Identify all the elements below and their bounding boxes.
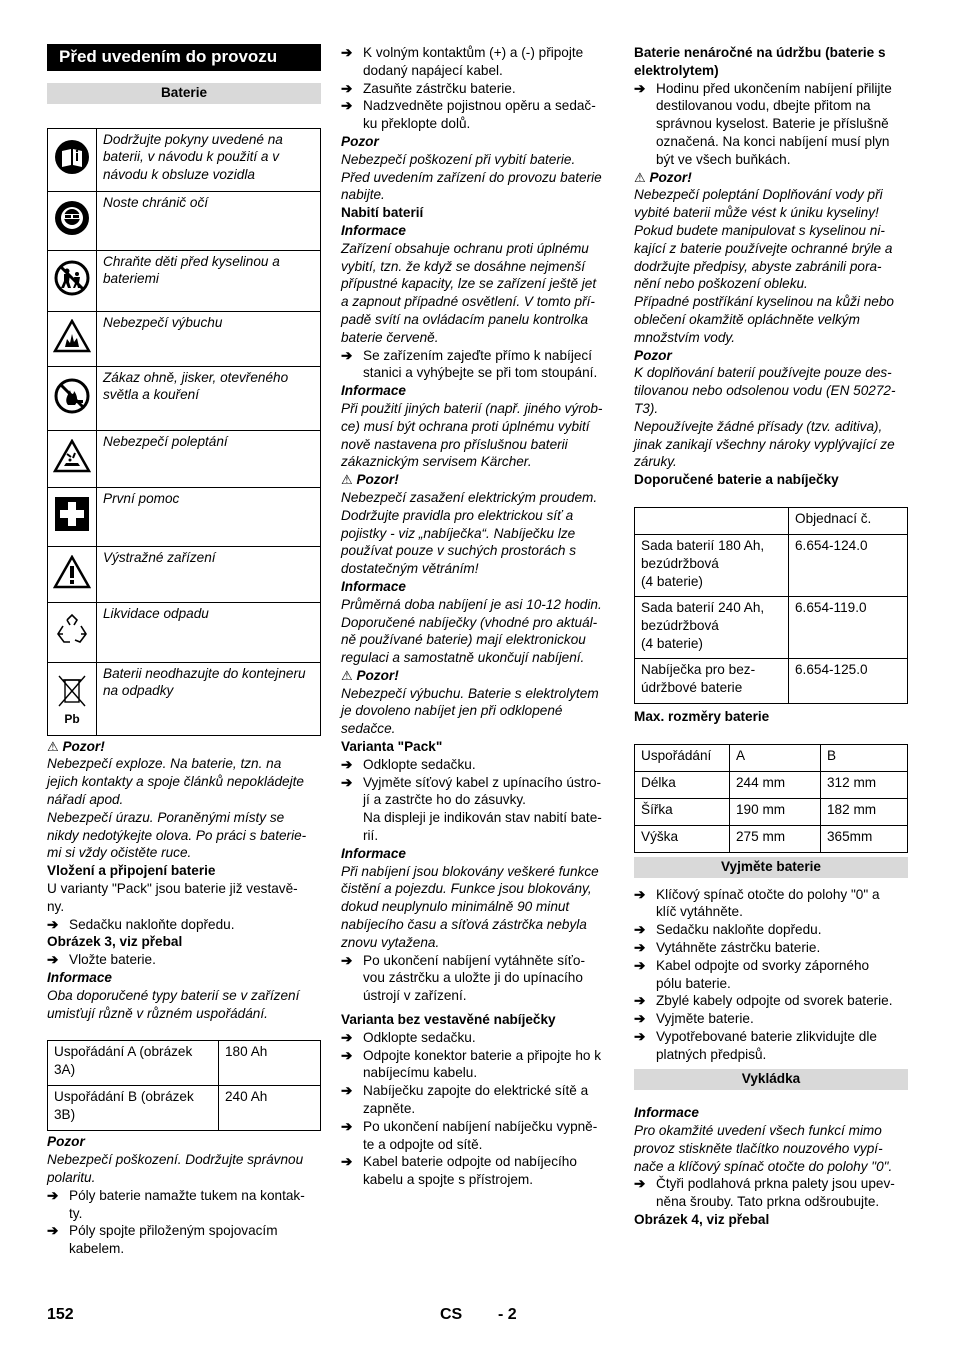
layout-table xyxy=(47,1040,321,1131)
step-item: ➔ Vytáhněte zástrčku baterie. xyxy=(634,939,821,955)
table-cell: 182 mm xyxy=(821,798,908,825)
corrosive-icon xyxy=(53,439,91,473)
lead-label: Pb xyxy=(64,711,80,726)
symbol-text: Likvidace odpadu xyxy=(97,602,321,662)
warning-label: ⚠ Pozor! xyxy=(341,472,399,488)
info-text: Při nabíjení jsou blokovány veškeré funkce čistění a pojezdu. Funkce jsou blokovány, dokud neuplynulo minimálně 90 minut nabíjecího času a síťová zástrčka nebyla znovu vytažena. xyxy=(341,863,599,950)
warning-text: Nebezpečí výbuchu. Baterie s elektrolytem je dovoleno nabíjet jen při odklopené sedačce. xyxy=(341,685,599,737)
caution-text: Nebezpečí poškození při vybití baterie. Před uvedením zařízení do provozu baterie nabijte. xyxy=(341,151,602,203)
subheading-recommended: Doporučené baterie a nabíječky xyxy=(634,472,839,488)
table-cell: Uspořádání A (obrázek 3A) xyxy=(48,1041,219,1086)
info-label: Informace xyxy=(341,578,406,594)
column-1 xyxy=(47,44,321,1258)
step-item: ➔ Vyjměte baterie. xyxy=(634,1011,754,1027)
info-label: Informace xyxy=(341,222,406,238)
manual-icon xyxy=(54,139,90,175)
keep-children-away-icon xyxy=(54,260,90,296)
eye-protection-icon xyxy=(54,200,90,236)
step-item: ➔ Kabel odpojte od svorky záporného pólu baterie. xyxy=(634,957,870,991)
subheading-charge: Nabití baterií xyxy=(341,205,424,221)
language-code: CS xyxy=(440,1306,463,1323)
step-item: ➔ Vypotřebované baterie zlikvidujte dle platných předpisů. xyxy=(634,1028,877,1062)
figure-reference: Obrázek 3, viz přebal xyxy=(47,934,183,950)
step-item: ➔ Sedačku nakloňte dopředu. xyxy=(47,916,235,932)
figure-reference: Obrázek 4, viz přebal xyxy=(634,1212,770,1228)
safety-symbols-table xyxy=(47,128,321,736)
caution-text: Nebezpečí poškození. Dodržujte správnou polaritu. xyxy=(47,1152,304,1185)
symbol-text: Noste chránič očí xyxy=(97,191,321,250)
symbol-text: Baterii neodhazujte do kontejneru na odpadky xyxy=(97,662,321,735)
table-cell: 312 mm xyxy=(821,771,908,798)
table-cell: 6.654-124.0 xyxy=(789,534,908,596)
column-3 xyxy=(634,44,908,1229)
warning-icon xyxy=(53,555,91,589)
table-cell: 365mm xyxy=(821,825,908,852)
warning-text: Nebezpečí exploze. Na baterie, tzn. na jejich kontakty a spoje článků nepokládejte nářadí apod. Nebezpečí úrazu. Poraněnými místy se nikdy nedotýkejte olova. Po práci s baterie- mi si vždy očistěte ruce. xyxy=(47,756,307,861)
step-item: ➔ Hodinu před ukončením nabíjení přilijte destilovanou vodu, dbejte přitom na správnou kyselost. Baterie je příslušně označená. Na konci nabíjení musí plyn být ve všech buňkách. xyxy=(634,80,892,167)
paragraph: U varianty "Pack" jsou baterie již vestavě- ny. xyxy=(47,880,298,914)
info-label: Informace xyxy=(47,969,112,985)
table-cell: Šířka xyxy=(635,798,730,825)
step-item: ➔ Po ukončení nabíjení nabíječku vypně- te a odpojte od sítě. xyxy=(341,1118,598,1152)
recycling-icon xyxy=(53,612,91,648)
step-item: ➔ Zasuňte zástrčku baterie. xyxy=(341,80,516,96)
symbol-cell xyxy=(48,128,97,191)
step-item: ➔ Kabel baterie odpojte od nabíjecího kabelu a spojte s přístrojem. xyxy=(341,1154,577,1188)
table-cell: Délka xyxy=(635,771,730,798)
symbol-text: Nebezpečí poleptání xyxy=(97,430,321,487)
crossed-bin-icon xyxy=(53,672,91,708)
table-cell: 240 Ah xyxy=(219,1086,321,1131)
table-cell xyxy=(635,507,789,534)
symbol-text: Chraňte děti před kyselinou a bateriemi xyxy=(97,250,321,311)
info-label: Informace xyxy=(341,383,406,399)
section-heading-remove: Vyjměte baterie xyxy=(634,857,908,878)
info-label: Informace xyxy=(634,1105,699,1121)
info-text: Průměrná doba nabíjení je asi 10-12 hodin. Doporučené nabíječky (vhodné pro aktuál- ně používané baterie) mají elektronickou regulaci a samostatně ukončují nabíjení. xyxy=(341,596,602,666)
caution-text: K doplňování baterií používejte pouze des- tilovanou nebo odsolenou vodu (EN 50272- T3). Nepoužívejte žádné přísady (tzv. aditiva), jinak zanikají všechny nároky vyplývající ze záruky. xyxy=(634,365,896,470)
subheading-insert: Vložení a připojení baterie xyxy=(47,863,216,879)
table-cell: 180 Ah xyxy=(219,1041,321,1086)
explosion-icon xyxy=(53,319,91,353)
symbol-text: První pomoc xyxy=(97,487,321,546)
step-item: ➔ K volným kontaktům (+) a (-) připojte dodaný napájecí kabel. xyxy=(341,45,584,78)
step-item: ➔ Nabíječku zapojte do elektrické sítě a zapněte. xyxy=(341,1083,589,1117)
caution-label: Pozor xyxy=(634,347,672,363)
table-cell: Výška xyxy=(635,825,730,852)
caution-label: Pozor xyxy=(341,133,379,149)
table-cell: Sada baterií 240 Ah, bezúdržbová (4 baterie) xyxy=(635,596,789,658)
step-item: ➔ Vložte baterie. xyxy=(47,952,156,968)
dimensions-table xyxy=(634,744,908,853)
warning-text: Nebezpečí zasažení elektrickým proudem. Dodržujte pravidla pro elektrickou síť a pojistky - viz „nabíječka“. Nabíječku lze používat pouze v suchých prostorách s dostatečným větráním! xyxy=(341,489,598,577)
symbol-text: Zákaz ohně, jisker, otevřeného světla a kouření xyxy=(97,366,321,430)
step-item: ➔ Se zařízením zajeďte přímo k nabíjecí stanici a vyhýbejte se při tom stoupání. xyxy=(341,347,598,381)
step-item: ➔ Póly spojte přiloženým spojovacím kabelem. xyxy=(47,1223,278,1257)
symbol-text: Nebezpečí výbuchu xyxy=(97,311,321,366)
warning-label: ⚠ Pozor! xyxy=(634,169,692,185)
column-2 xyxy=(341,44,615,1189)
step-item: ➔ Sedačku nakloňte dopředu. xyxy=(634,922,822,938)
step-item: ➔ Po ukončení nabíjení vytáhněte síťo- vou zástrčku a uložte ji do upínacího ústrojí v zařízení. xyxy=(341,952,585,1004)
subheading-pack: Varianta "Pack" xyxy=(341,739,443,755)
step-item: ➔ Póly baterie namažte tukem na kontak- ty. xyxy=(47,1187,305,1221)
order-table xyxy=(634,507,908,704)
first-aid-icon xyxy=(54,496,90,532)
table-cell: 6.654-119.0 xyxy=(789,596,908,658)
page-number: 152 xyxy=(47,1306,74,1323)
warning-text: Nebezpečí poleptání Doplňování vody při vybité baterii může vést k úniku kyseliny! Pokud budete manipulovat s kyselinou ni- kající z baterie používejte ochranné brýle a dodržujte předpisy, abyste zabránili pora- nění nebo poškození obleku. Případné postříkání kyselinou na kůži nebo oblečení okamžitě opláchněte velkým množstvím vody. xyxy=(634,187,894,345)
symbol-text: Dodržujte pokyny uvedené na baterii, v návodu k použití a v návodu k obsluze vozidla xyxy=(97,128,321,191)
info-text: Zařízení obsahuje ochranu proti úplnému vybití, tzn. že když se dosáhne nejmenší přípustné kapacity, lze se zařízení ještě jet a zapnout případné osvětlení. V tomto pří- padě svítí na ovládacím panelu kontrolka baterie červeně. xyxy=(341,240,597,345)
step-note: Na displeji je indikován stav nabití bate- rií. xyxy=(363,810,602,844)
warning-label: ⚠ Pozor! xyxy=(47,738,105,754)
info-text: Pro okamžité uvedení všech funkcí mimo provoz stiskněte tlačítko nouzového vypí- nače a klíčový spínač otočte do polohy "0". xyxy=(634,1123,893,1174)
table-cell: 244 mm xyxy=(730,771,821,798)
step-item: ➔ Čtyři podlahová prkna palety jsou upev- něna šrouby. Tato prkna odšroubujte. xyxy=(634,1176,895,1210)
subheading-max-dimensions: Max. rozměry baterie xyxy=(634,708,770,724)
table-cell: 190 mm xyxy=(730,798,821,825)
step-item: ➔ Nadzvedněte pojistnou opěru a sedač- ku překlopte dolů. xyxy=(341,98,596,132)
table-cell: Uspořádání B (obrázek 3B) xyxy=(48,1086,219,1131)
step-item: ➔ Odklopte sedačku. xyxy=(341,1029,476,1045)
table-cell: 275 mm xyxy=(730,825,821,852)
caution-label: Pozor xyxy=(47,1134,85,1150)
table-header: Objednací č. xyxy=(789,507,908,534)
chapter-title: Před uvedením do provozu xyxy=(47,44,321,71)
section-heading-unload: Vykládka xyxy=(634,1069,908,1090)
table-cell: 6.654-125.0 xyxy=(789,658,908,703)
step-item: ➔ Zbylé kabely odpojte od svorek baterie. xyxy=(634,993,893,1009)
info-text: Oba doporučené typy baterií se v zařízení umisťují různě v různém uspořádání. xyxy=(47,987,300,1021)
table-cell: A xyxy=(730,744,821,771)
table-cell: Nabíječka pro bez- údržbové baterie xyxy=(635,658,789,703)
table-cell: Uspořádání xyxy=(635,744,730,771)
table-cell: Sada baterií 180 Ah, bezúdržbová (4 baterie) xyxy=(635,534,789,596)
step-item: ➔ Odpojte konektor baterie a připojte ho k nabíjecímu kabelu. xyxy=(341,1047,602,1081)
section-heading-battery: Baterie xyxy=(47,83,321,104)
step-item: ➔ Klíčový spínač otočte do polohy "0" a klíč vytáhněte. xyxy=(634,886,880,920)
table-cell: B xyxy=(821,744,908,771)
step-item: ➔ Vyjměte síťový kabel z upínacího ústro- jí a zastrčte ho do zásuvky. xyxy=(341,774,602,808)
no-fire-icon xyxy=(54,378,90,414)
subheading-maintenance-free: Baterie nenáročné na údržbu (baterie s elektrolytem) xyxy=(634,45,886,78)
symbol-text: Výstražné zařízení xyxy=(97,546,321,602)
warning-label: ⚠ Pozor! xyxy=(341,667,399,683)
sub-page-number: - 2 xyxy=(498,1306,517,1323)
subheading-no-charger: Varianta bez vestavěné nabíječky xyxy=(341,1012,556,1028)
step-item: ➔ Odklopte sedačku. xyxy=(341,756,476,772)
info-text: Při použití jiných baterií (např. jiného výrob- ce) musí být ochrana proti úplnému vybití nově nastavena pro příslušnou baterii zákaznickým servisem Kärcher. xyxy=(341,400,603,470)
info-label: Informace xyxy=(341,845,406,861)
